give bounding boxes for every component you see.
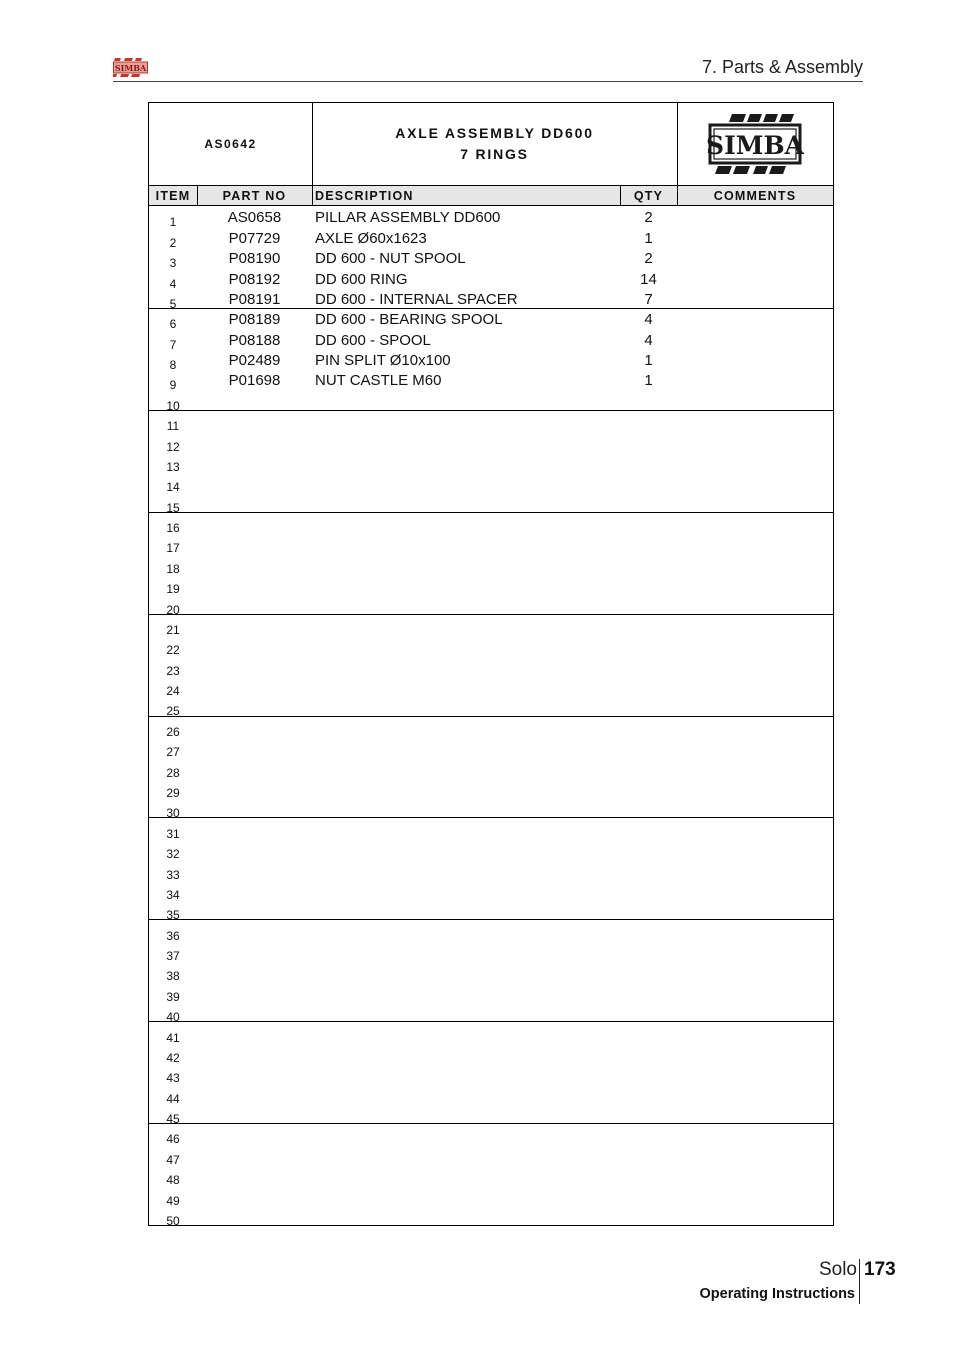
table-row bbox=[149, 919, 833, 943]
page-number: 173 bbox=[864, 1259, 896, 1280]
table-row bbox=[149, 960, 833, 984]
item-number: 47 bbox=[166, 1152, 180, 1167]
divider-desc-qty bbox=[620, 185, 621, 205]
item-number: 21 bbox=[166, 622, 180, 637]
table-row bbox=[149, 471, 833, 495]
item-number: 48 bbox=[166, 1173, 180, 1188]
table-row bbox=[149, 288, 833, 311]
part-number: P08188 bbox=[228, 331, 281, 349]
item-number: 29 bbox=[166, 786, 180, 800]
item-number: 4 bbox=[169, 276, 177, 291]
table-row bbox=[149, 1143, 833, 1167]
table-row bbox=[149, 1164, 833, 1188]
table-row bbox=[149, 1042, 833, 1065]
item-number: 37 bbox=[166, 949, 180, 964]
item-number: 27 bbox=[166, 745, 180, 760]
table-row bbox=[149, 1205, 833, 1228]
divider-title-logo bbox=[677, 103, 678, 205]
table-row bbox=[149, 308, 833, 332]
item-number: 42 bbox=[166, 1050, 180, 1065]
table-row bbox=[149, 1001, 833, 1025]
simba-logo bbox=[677, 103, 833, 185]
item-number: 11 bbox=[166, 419, 180, 434]
item-number: 31 bbox=[166, 826, 180, 841]
part-quantity: 2 bbox=[644, 209, 653, 227]
table-row bbox=[149, 552, 833, 576]
table-row bbox=[149, 226, 833, 250]
item-number: 5 bbox=[169, 296, 177, 311]
column-header-item: ITEM bbox=[149, 185, 197, 206]
part-quantity: 1 bbox=[644, 229, 653, 247]
divider-part-desc bbox=[312, 185, 313, 205]
table-row bbox=[149, 899, 833, 923]
item-number: 45 bbox=[166, 1112, 180, 1127]
part-number: P08191 bbox=[228, 290, 281, 308]
table-row bbox=[149, 512, 833, 536]
part-description: DD 600 - BEARING SPOOL bbox=[315, 311, 503, 329]
table-row bbox=[149, 1021, 833, 1045]
table-row bbox=[149, 451, 833, 474]
column-header-description: DESCRIPTION bbox=[312, 185, 620, 206]
column-header-comments: COMMENTS bbox=[677, 185, 833, 206]
part-number: P01698 bbox=[228, 372, 281, 390]
item-number: 14 bbox=[166, 480, 180, 495]
table-row bbox=[149, 206, 833, 230]
part-number: P02489 bbox=[228, 352, 281, 370]
svg-text:SIMBA: SIMBA bbox=[706, 131, 804, 160]
part-quantity: 4 bbox=[644, 331, 653, 349]
divider-item-part bbox=[197, 185, 198, 205]
section-title: 7. Parts & Assembly bbox=[701, 57, 863, 77]
item-number: 3 bbox=[169, 256, 177, 271]
item-number: 50 bbox=[166, 1213, 180, 1228]
assembly-title-line1: AXLE ASSEMBLY DD600 bbox=[395, 125, 594, 141]
item-number: 6 bbox=[169, 317, 177, 332]
item-number: 32 bbox=[166, 847, 180, 862]
item-number: 36 bbox=[166, 928, 180, 943]
part-number: P08189 bbox=[228, 311, 281, 329]
part-description: DD 600 - SPOOL bbox=[315, 331, 431, 349]
table-row bbox=[149, 716, 833, 739]
table-row bbox=[149, 247, 833, 271]
table-row bbox=[149, 736, 833, 760]
table-row bbox=[149, 593, 833, 617]
column-header-qty: QTY bbox=[620, 185, 677, 206]
item-number: 18 bbox=[166, 561, 180, 576]
item-number: 43 bbox=[166, 1071, 180, 1086]
part-quantity: 4 bbox=[644, 311, 653, 329]
table-row bbox=[149, 777, 833, 800]
table-row bbox=[149, 430, 833, 454]
table-row bbox=[149, 1062, 833, 1086]
header-divider bbox=[113, 81, 863, 82]
part-quantity: 1 bbox=[644, 372, 653, 390]
item-number: 8 bbox=[169, 358, 177, 373]
table-row bbox=[149, 491, 833, 515]
item-number: 49 bbox=[166, 1193, 180, 1208]
table-row bbox=[149, 879, 833, 902]
table-row bbox=[149, 349, 833, 373]
svg-text:SIMBA: SIMBA bbox=[114, 63, 147, 73]
column-header-part-no: PART NO bbox=[197, 185, 312, 206]
item-number: 10 bbox=[166, 398, 180, 413]
table-row bbox=[149, 838, 833, 862]
part-quantity: 7 bbox=[644, 290, 653, 308]
part-number: P08190 bbox=[228, 250, 281, 268]
footer-product: Solo bbox=[818, 1259, 857, 1280]
table-row bbox=[149, 369, 833, 393]
table-row bbox=[149, 614, 833, 637]
part-quantity: 2 bbox=[644, 250, 653, 268]
parts-list-table bbox=[148, 102, 834, 1226]
part-description: DD 600 - NUT SPOOL bbox=[315, 250, 466, 268]
table-row bbox=[149, 756, 833, 780]
assembly-title bbox=[312, 103, 677, 185]
item-number: 35 bbox=[166, 908, 180, 923]
part-quantity: 1 bbox=[644, 352, 653, 370]
item-number: 40 bbox=[166, 1010, 180, 1025]
item-number: 33 bbox=[166, 867, 180, 882]
part-description: DD 600 RING bbox=[315, 270, 408, 288]
item-number: 22 bbox=[166, 643, 180, 658]
footer-divider bbox=[859, 1259, 860, 1304]
table-row bbox=[149, 410, 833, 434]
table-row bbox=[149, 634, 833, 658]
item-number: 24 bbox=[166, 684, 180, 699]
table-row bbox=[149, 1184, 833, 1208]
item-number: 44 bbox=[166, 1091, 180, 1106]
item-number: 34 bbox=[166, 887, 180, 902]
item-number: 7 bbox=[169, 337, 177, 352]
table-row bbox=[149, 654, 833, 678]
item-number: 28 bbox=[166, 765, 180, 780]
table-row bbox=[149, 1082, 833, 1106]
item-number: 46 bbox=[166, 1132, 180, 1147]
item-number: 26 bbox=[166, 724, 180, 739]
table-row bbox=[149, 532, 833, 556]
part-number: P07729 bbox=[228, 229, 281, 247]
header-simba-logo bbox=[113, 58, 148, 78]
table-row bbox=[149, 267, 833, 291]
part-description: NUT CASTLE M60 bbox=[315, 372, 442, 390]
divider-code-title bbox=[312, 103, 313, 185]
table-row bbox=[149, 940, 833, 964]
assembly-title-line2: 7 RINGS bbox=[460, 146, 529, 162]
item-number: 30 bbox=[166, 806, 180, 821]
item-number: 12 bbox=[166, 439, 180, 454]
item-number: 2 bbox=[169, 235, 177, 250]
table-row bbox=[149, 328, 833, 352]
table-row bbox=[149, 389, 833, 413]
part-description: AXLE Ø60x1623 bbox=[315, 229, 427, 247]
part-number: P08192 bbox=[228, 270, 281, 288]
table-row bbox=[149, 573, 833, 597]
table-row bbox=[149, 858, 833, 882]
item-number: 9 bbox=[169, 378, 177, 393]
item-number: 16 bbox=[166, 521, 180, 536]
table-row bbox=[149, 695, 833, 719]
footer-subtitle: Operating Instructions bbox=[699, 1286, 855, 1302]
item-number: 41 bbox=[166, 1030, 180, 1045]
table-row bbox=[149, 1123, 833, 1147]
item-number: 23 bbox=[166, 663, 180, 678]
item-number: 13 bbox=[166, 459, 180, 474]
table-row bbox=[149, 980, 833, 1004]
item-number: 15 bbox=[166, 500, 180, 515]
item-number: 1 bbox=[169, 215, 177, 230]
part-description: PIN SPLIT Ø10x100 bbox=[315, 352, 451, 370]
header-bottom-rule bbox=[149, 185, 833, 186]
item-number: 17 bbox=[166, 541, 180, 556]
item-number: 39 bbox=[166, 989, 180, 1004]
table-row bbox=[149, 817, 833, 841]
part-quantity: 14 bbox=[640, 270, 657, 288]
table-row bbox=[149, 797, 833, 821]
item-number: 25 bbox=[166, 704, 180, 719]
assembly-code: AS0642 bbox=[204, 137, 257, 151]
item-number: 38 bbox=[166, 969, 180, 984]
part-description: DD 600 - INTERNAL SPACER bbox=[315, 290, 518, 308]
item-number: 19 bbox=[166, 582, 180, 597]
part-description: PILLAR ASSEMBLY DD600 bbox=[315, 209, 501, 227]
part-number: AS0658 bbox=[227, 209, 282, 227]
item-number: 20 bbox=[166, 602, 180, 617]
table-row bbox=[149, 1103, 833, 1127]
table-row bbox=[149, 675, 833, 699]
